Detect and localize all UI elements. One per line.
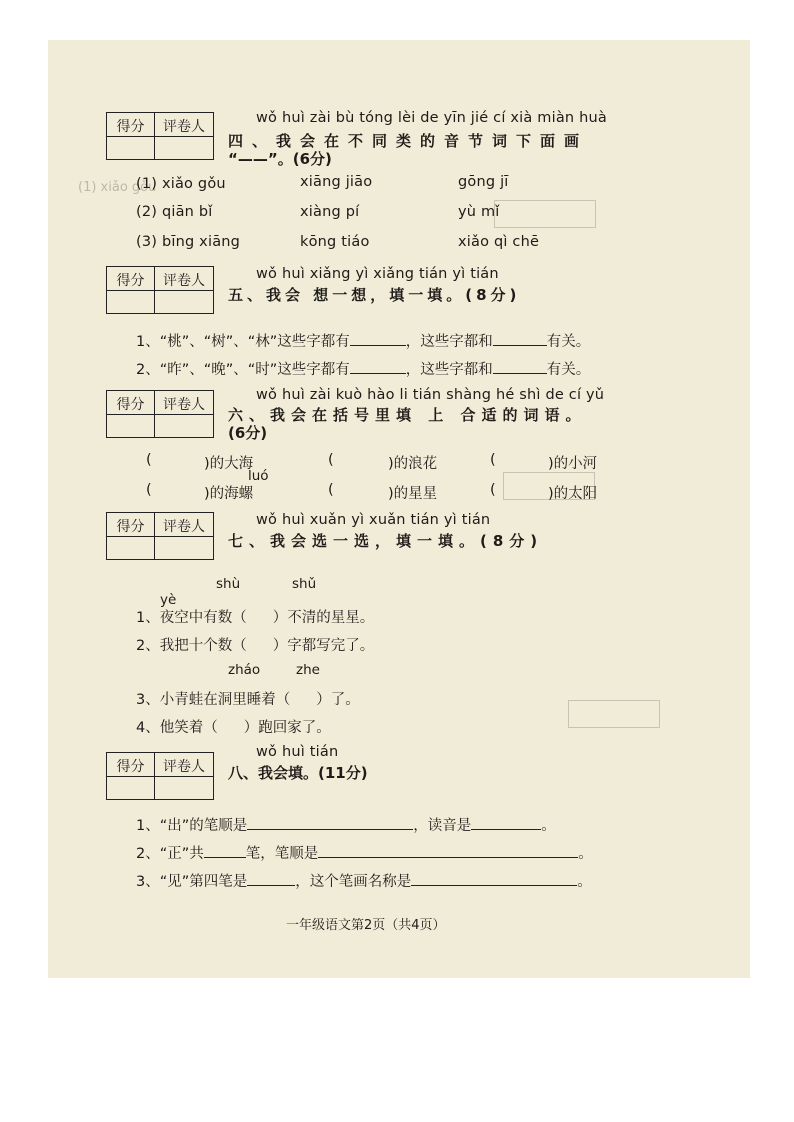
paren-open: ( xyxy=(328,452,334,468)
choice-item: 2、我把十个数（ ）字都写完了。 xyxy=(136,638,375,654)
score-label: 得分 xyxy=(116,519,145,535)
exam-page xyxy=(48,40,750,978)
choice-item: 3、小青蛙在洞里睡着（ ）了。 xyxy=(136,692,360,708)
answer-blank[interactable] xyxy=(204,842,246,858)
phrase: )的浪花 xyxy=(388,456,438,472)
section-6-pinyin: wǒ huì zài kuò hào li tián shàng hé shì de cí yǔ xyxy=(256,387,605,403)
page-footer: 一年级语文第2页（共4页） xyxy=(286,918,446,933)
pinyin-option: gōng jī xyxy=(458,174,509,190)
paren-open: ( xyxy=(146,482,152,498)
pinyin-option: kōng tiáo xyxy=(300,234,370,250)
grader-label: 评卷人 xyxy=(163,273,205,289)
fill-item: 2、“正”共 笔，笔顺是 。 xyxy=(136,842,593,863)
pinyin-shu: shù xyxy=(216,576,241,592)
pinyin-ye: yè xyxy=(160,592,177,608)
phrase: )的小河 xyxy=(548,456,598,472)
section-4-pinyin: wǒ huì zài bù tóng lèi de yīn jié cí xià miàn huà xyxy=(256,110,607,126)
fill-item: 3、“见”第四笔是 ，这个笔画名称是 。 xyxy=(136,870,592,891)
phrase: )的星星 xyxy=(388,486,438,502)
paren-open: ( xyxy=(490,452,496,468)
paren-open: ( xyxy=(490,482,496,498)
answer-blank[interactable] xyxy=(247,814,413,830)
bleed-through-box-3 xyxy=(568,700,660,728)
fill-item: 2、“昨”、“晚”、“时”这些字都有 ，这些字都和 有关。 xyxy=(136,358,590,379)
section-8-pinyin: wǒ huì tián xyxy=(256,744,339,760)
score-label: 得分 xyxy=(116,119,145,135)
score-label: 得分 xyxy=(116,397,145,413)
pinyin-shu: shǔ xyxy=(292,576,317,592)
pinyin-zhe: zhe xyxy=(296,662,320,678)
pinyin-option: xiǎo qì chē xyxy=(458,234,540,250)
answer-blank[interactable] xyxy=(350,330,406,346)
score-box xyxy=(106,390,214,438)
answer-blank[interactable] xyxy=(411,870,577,886)
score-box xyxy=(106,752,214,800)
section-5-pinyin: wǒ huì xiǎng yì xiǎng tián yì tián xyxy=(256,266,499,282)
section-7-title: 七、我会选一选，填一填。(8分) xyxy=(228,532,544,550)
pinyin-option: xiàng pí xyxy=(300,204,360,220)
answer-blank[interactable] xyxy=(493,330,547,346)
section-4-title: 四、我会在不同类的音节词下面画 xyxy=(228,132,589,150)
bleed-through-box xyxy=(494,200,596,228)
score-box xyxy=(106,512,214,560)
score-label: 得分 xyxy=(116,273,145,289)
phrase: )的太阳 xyxy=(548,486,598,502)
score-box xyxy=(106,112,214,160)
paren-open: ( xyxy=(328,482,334,498)
phrase: )的大海 xyxy=(204,456,254,472)
answer-blank[interactable] xyxy=(493,358,547,374)
section-5-title: 五、我会 想一想，填一填。(8分) xyxy=(228,286,521,304)
pinyin-zhao: zháo xyxy=(228,662,261,678)
section-7-pinyin: wǒ huì xuǎn yì xuǎn tián yì tián xyxy=(256,512,491,528)
pinyin-option: xiāng jiāo xyxy=(300,174,373,190)
bleed-through-text: (1) xiǎo gǒu xyxy=(78,180,157,195)
section-4-title-cont: “——”。(6分) xyxy=(228,150,332,168)
section-6-title-cont: (6分) xyxy=(228,424,268,442)
grader-label: 评卷人 xyxy=(163,119,205,135)
score-label: 得分 xyxy=(116,759,145,775)
grader-label: 评卷人 xyxy=(163,759,205,775)
paren-open: ( xyxy=(146,452,152,468)
fill-item: 1、“出”的笔顺是 ，读音是 。 xyxy=(136,814,556,835)
choice-item: 4、他笑着（ ）跑回家了。 xyxy=(136,720,331,736)
pinyin-option: (2) qiān bǐ xyxy=(136,204,213,220)
score-box xyxy=(106,266,214,314)
grader-label: 评卷人 xyxy=(163,519,205,535)
pinyin-option: (1) xiǎo gǒu xyxy=(136,176,226,192)
fill-item: 1、“桃”、“树”、“林”这些字都有 ，这些字都和 有关。 xyxy=(136,330,590,351)
answer-blank[interactable] xyxy=(247,870,295,886)
pinyin-option: yù mǐ xyxy=(458,204,500,220)
choice-item: 1、夜空中有数（ ）不清的星星。 xyxy=(136,610,375,626)
answer-blank[interactable] xyxy=(350,358,406,374)
pinyin-option: (3) bīng xiāng xyxy=(136,234,241,250)
pinyin-luo: luó xyxy=(248,468,269,484)
phrase: )的海螺 xyxy=(204,486,254,502)
section-8-title: 八、我会填。(11分) xyxy=(228,764,368,782)
section-6-title: 六、我会在括号里填 上 合适的词语。 xyxy=(228,406,587,424)
answer-blank[interactable] xyxy=(471,814,541,830)
answer-blank[interactable] xyxy=(318,842,578,858)
grader-label: 评卷人 xyxy=(163,397,205,413)
